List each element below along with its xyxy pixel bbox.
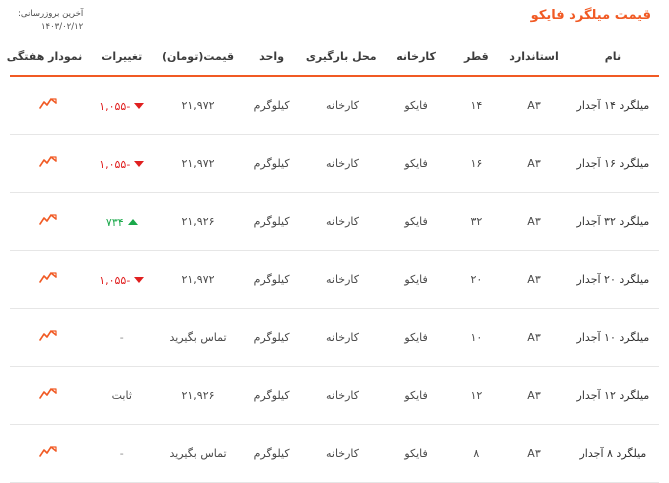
cell-standard: A۳ bbox=[527, 273, 541, 287]
cell-change bbox=[86, 251, 157, 309]
cell-loading: کارخانه bbox=[326, 99, 360, 113]
price-table bbox=[6, 40, 659, 483]
cell-weekly-chart[interactable] bbox=[10, 425, 86, 483]
cell-diameter: ۱۶ bbox=[470, 157, 483, 171]
column-header-diameter: قطر bbox=[464, 50, 489, 64]
cell-name: میلگرد ۱۴ آجدار bbox=[576, 99, 650, 113]
cell-unit: کیلوگرم bbox=[253, 447, 290, 461]
weekly-chart-icon[interactable] bbox=[39, 444, 57, 460]
cell-price: ۲۱,۹۲۶ bbox=[181, 215, 215, 229]
cell-factory: فایکو bbox=[404, 99, 428, 113]
cell-change bbox=[86, 193, 157, 251]
column-header-factory: کارخانه bbox=[396, 50, 436, 64]
column-header-price: قیمت(تومان) bbox=[161, 50, 235, 64]
cell-name: میلگرد ۱۶ آجدار bbox=[576, 157, 650, 171]
table-row[interactable] bbox=[10, 135, 659, 193]
cell-price: تماس بگیرید bbox=[169, 331, 227, 345]
weekly-chart-icon[interactable] bbox=[39, 154, 57, 170]
last-update-value: ۱۴۰۳/۰۲/۱۲ bbox=[40, 22, 84, 33]
cell-unit: کیلوگرم bbox=[253, 99, 290, 113]
change-value: -۱,۰۵۵ bbox=[99, 273, 131, 287]
cell-diameter: ۲۰ bbox=[470, 273, 483, 287]
cell-diameter: ۱۰ bbox=[470, 331, 483, 345]
weekly-chart-icon[interactable] bbox=[39, 328, 57, 344]
cell-standard: A۳ bbox=[527, 99, 541, 113]
last-update-label: آخرین بروزرسانی: bbox=[18, 9, 84, 19]
weekly-chart-icon[interactable] bbox=[39, 270, 57, 286]
cell-name: میلگرد ۱۲ آجدار bbox=[576, 389, 650, 403]
change-value: - bbox=[119, 447, 124, 461]
table-row[interactable] bbox=[10, 251, 659, 309]
cell-change bbox=[86, 425, 157, 483]
cell-standard: A۳ bbox=[527, 331, 541, 345]
cell-factory: فایکو bbox=[404, 389, 428, 403]
cell-factory: فایکو bbox=[404, 157, 428, 171]
cell-weekly-chart[interactable] bbox=[10, 309, 86, 367]
cell-loading: کارخانه bbox=[326, 447, 360, 461]
cell-diameter: ۱۲ bbox=[470, 389, 483, 403]
cell-weekly-chart[interactable] bbox=[10, 367, 86, 425]
cell-standard: A۳ bbox=[527, 447, 541, 461]
table-row[interactable] bbox=[10, 425, 659, 483]
column-header-loading: محل بارگیری bbox=[305, 50, 377, 64]
triangle-down-icon bbox=[134, 103, 144, 109]
cell-name: میلگرد ۱۰ آجدار bbox=[576, 331, 650, 345]
cell-loading: کارخانه bbox=[326, 389, 360, 403]
last-update-block bbox=[18, 8, 83, 34]
cell-loading: کارخانه bbox=[326, 215, 360, 229]
table-header-row bbox=[10, 40, 659, 76]
column-header-change: تغییرات bbox=[101, 50, 143, 64]
table-row[interactable] bbox=[10, 367, 659, 425]
cell-factory: فایکو bbox=[404, 215, 428, 229]
cell-price: ۲۱,۹۷۲ bbox=[181, 99, 215, 113]
triangle-down-icon bbox=[134, 161, 144, 167]
cell-weekly-chart[interactable] bbox=[10, 135, 86, 193]
cell-unit: کیلوگرم bbox=[253, 157, 290, 171]
column-header-name: نام bbox=[604, 50, 622, 64]
change-value: -۱,۰۵۵ bbox=[99, 157, 131, 171]
cell-loading: کارخانه bbox=[326, 331, 360, 345]
cell-unit: کیلوگرم bbox=[253, 215, 290, 229]
cell-weekly-chart[interactable] bbox=[10, 76, 86, 135]
column-header-unit: واحد bbox=[259, 50, 285, 64]
page-header bbox=[10, 0, 659, 40]
column-header-standard: استاندارد bbox=[509, 50, 559, 64]
cell-diameter: ۸ bbox=[473, 447, 480, 461]
table-head bbox=[6, 40, 659, 76]
page-title: قیمت میلگرد فایکو bbox=[530, 8, 651, 23]
cell-price: ۲۱,۹۷۲ bbox=[181, 273, 215, 287]
triangle-up-icon bbox=[128, 219, 138, 225]
cell-diameter: ۱۴ bbox=[470, 99, 483, 113]
triangle-down-icon bbox=[134, 277, 144, 283]
weekly-chart-icon[interactable] bbox=[39, 96, 57, 112]
cell-price: ۲۱,۹۷۲ bbox=[181, 157, 215, 171]
cell-change bbox=[86, 135, 157, 193]
cell-weekly-chart[interactable] bbox=[10, 193, 86, 251]
cell-change bbox=[86, 309, 157, 367]
cell-price: ۲۱,۹۲۶ bbox=[181, 389, 215, 403]
cell-loading: کارخانه bbox=[326, 157, 360, 171]
change-value: - bbox=[119, 331, 124, 345]
cell-standard: A۳ bbox=[527, 389, 541, 403]
cell-factory: فایکو bbox=[404, 273, 428, 287]
table-row[interactable] bbox=[10, 76, 659, 135]
cell-name: میلگرد ۳۲ آجدار bbox=[576, 215, 650, 229]
cell-price: تماس بگیرید bbox=[169, 447, 227, 461]
change-value: ثابت bbox=[111, 389, 132, 403]
change-value: ۷۳۴ bbox=[105, 215, 124, 229]
cell-factory: فایکو bbox=[404, 447, 428, 461]
weekly-chart-icon[interactable] bbox=[39, 386, 57, 402]
table-row[interactable] bbox=[10, 309, 659, 367]
cell-name: میلگرد ۸ آجدار bbox=[579, 447, 647, 461]
change-value: -۱,۰۵۵ bbox=[99, 99, 131, 113]
cell-unit: کیلوگرم bbox=[253, 331, 290, 345]
cell-change bbox=[86, 76, 157, 135]
cell-standard: A۳ bbox=[527, 157, 541, 171]
cell-standard: A۳ bbox=[527, 215, 541, 229]
column-header-chart: نمودار هفتگی bbox=[6, 50, 83, 64]
weekly-chart-icon[interactable] bbox=[39, 212, 57, 228]
cell-loading: کارخانه bbox=[326, 273, 360, 287]
cell-diameter: ۳۲ bbox=[470, 215, 483, 229]
table-body bbox=[10, 76, 659, 483]
cell-factory: فایکو bbox=[404, 331, 428, 345]
cell-change bbox=[86, 367, 157, 425]
cell-unit: کیلوگرم bbox=[253, 389, 290, 403]
cell-unit: کیلوگرم bbox=[253, 273, 290, 287]
cell-weekly-chart[interactable] bbox=[10, 251, 86, 309]
cell-name: میلگرد ۲۰ آجدار bbox=[576, 273, 650, 287]
table-row[interactable] bbox=[10, 193, 659, 251]
